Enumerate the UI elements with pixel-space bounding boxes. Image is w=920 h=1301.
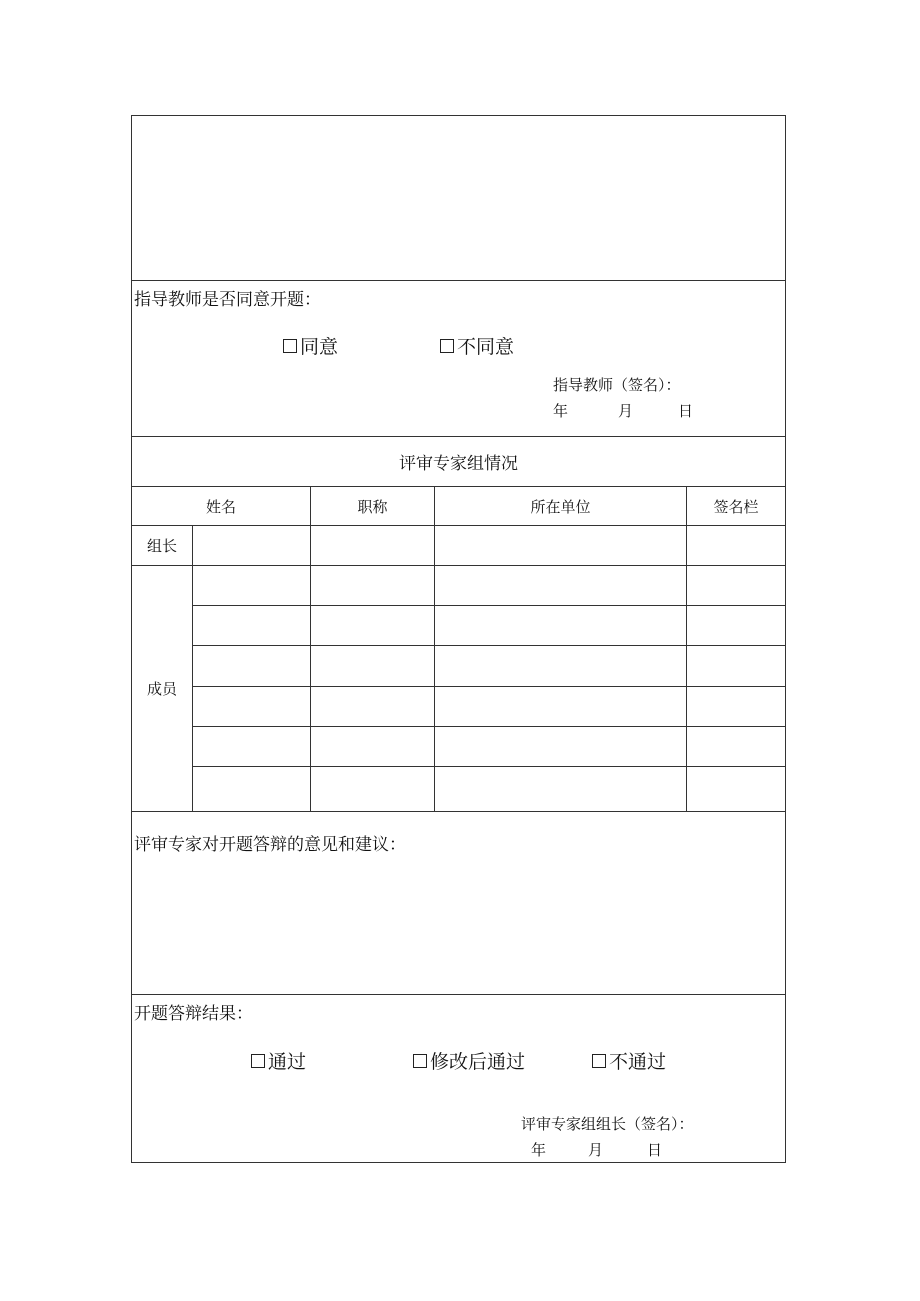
checkbox-fail[interactable]	[592, 1054, 606, 1068]
result-date-day: 日	[647, 1141, 663, 1159]
checkbox-disagree[interactable]	[440, 339, 454, 353]
header-affiliation: 所在单位	[530, 497, 591, 516]
option-label: 不同意	[457, 336, 515, 358]
advisor-date-day: 日	[678, 402, 694, 420]
col-divider	[310, 486, 311, 811]
row-divider	[193, 686, 785, 687]
checkbox-agree[interactable]	[283, 339, 297, 353]
row-divider	[193, 605, 785, 606]
blank-content-area[interactable]	[132, 116, 785, 280]
proposal-form	[131, 115, 786, 1163]
result-option-pass[interactable]	[251, 1047, 306, 1074]
advisor-option-agree[interactable]	[283, 332, 338, 359]
members-label: 成员	[146, 680, 177, 698]
result-option-fail[interactable]	[592, 1047, 666, 1074]
checkbox-revise[interactable]	[413, 1054, 427, 1068]
result-label: 开题答辩结果：	[134, 1004, 253, 1024]
checkbox-pass[interactable]	[251, 1054, 265, 1068]
divider	[132, 565, 785, 566]
divider	[132, 525, 785, 526]
result-option-revise[interactable]	[413, 1047, 525, 1074]
row-divider	[193, 645, 785, 646]
result-date-year: 年	[531, 1141, 547, 1159]
leader-label: 组长	[146, 537, 177, 555]
divider	[132, 994, 785, 995]
option-label: 不通过	[609, 1051, 667, 1073]
advisor-question: 指导教师是否同意开题：	[134, 290, 321, 310]
divider	[132, 811, 785, 812]
advisor-option-disagree[interactable]	[440, 332, 514, 359]
col-divider	[434, 486, 435, 811]
header-name: 姓名	[205, 497, 236, 516]
col-divider	[192, 525, 193, 811]
opinion-label: 评审专家对开题答辩的意见和建议：	[134, 835, 406, 855]
advisor-date-month: 月	[618, 402, 634, 420]
option-label: 同意	[300, 336, 339, 358]
advisor-signature-label: 指导教师（签名）：	[553, 376, 681, 394]
option-label: 通过	[268, 1051, 307, 1073]
col-divider	[686, 486, 687, 811]
header-signature: 签名栏	[713, 497, 759, 516]
option-label: 修改后通过	[430, 1051, 526, 1073]
divider	[132, 280, 785, 281]
opinion-content-area[interactable]	[132, 858, 785, 993]
panel-title: 评审专家组情况	[399, 454, 518, 474]
result-date-month: 月	[588, 1141, 604, 1159]
advisor-date-year: 年	[553, 402, 569, 420]
header-title: 职称	[357, 497, 388, 516]
result-signature-label: 评审专家组组长（签名）：	[521, 1115, 694, 1133]
row-divider	[193, 726, 785, 727]
row-divider	[193, 766, 785, 767]
